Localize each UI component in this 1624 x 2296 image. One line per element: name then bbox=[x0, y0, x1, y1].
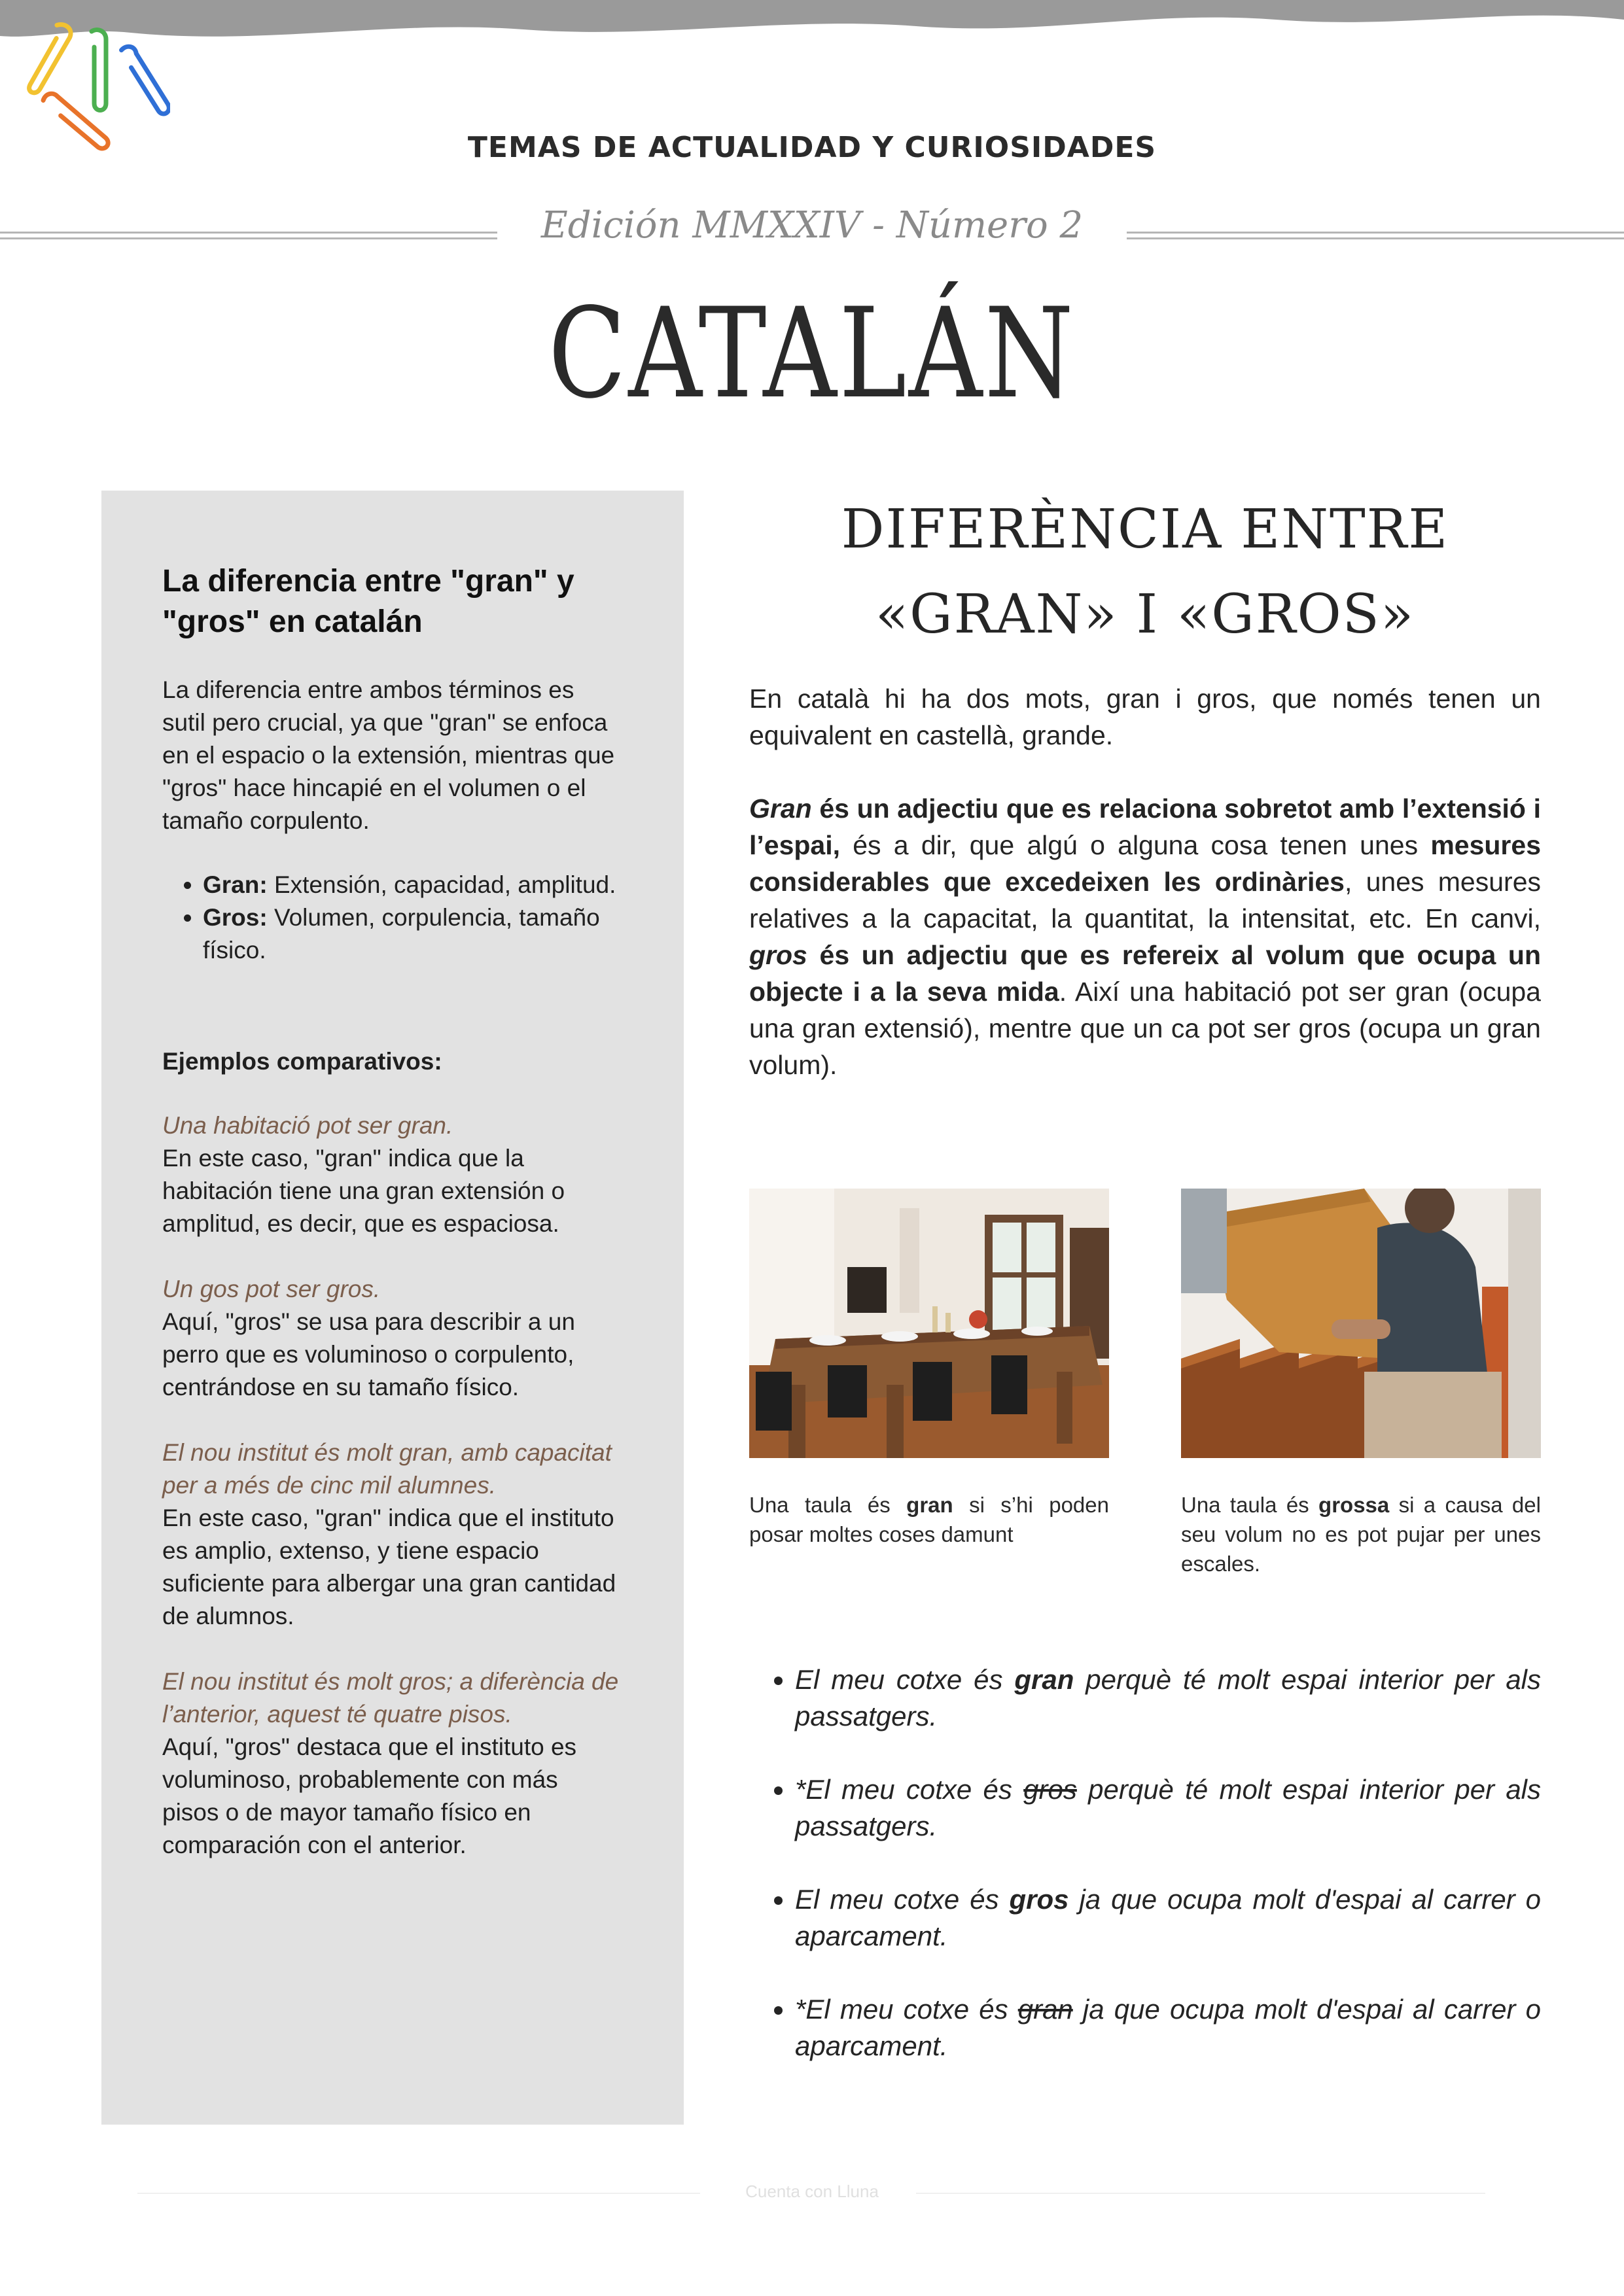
examples-heading: Ejemplos comparativos: bbox=[162, 1048, 442, 1075]
example-explanation: En este caso, "gran" indica que la habitación tiene una gran extensión o amplitud, es decir, que es espaciosa. bbox=[162, 1145, 565, 1237]
example-catalan: Una habitació pot ser gran. bbox=[162, 1112, 453, 1139]
example-correct-word: gros bbox=[1009, 1884, 1069, 1915]
car-example-list bbox=[749, 1661, 1541, 2101]
example-text: ja que ocupa molt d'espai al carrer o aparcament. bbox=[795, 1994, 1541, 2061]
example-text: *El meu cotxe és bbox=[795, 1774, 1024, 1805]
definition-text: Extensión, capacidad, amplitud. bbox=[267, 871, 616, 898]
list-item bbox=[203, 901, 620, 967]
example-text: El meu cotxe és bbox=[795, 1664, 1015, 1695]
definition-text: Volumen, corpulencia, tamaño físico. bbox=[203, 904, 600, 964]
gros-word: gros bbox=[749, 940, 807, 970]
example-incorrect-word: gran bbox=[1017, 1994, 1073, 2025]
example-block bbox=[162, 1436, 620, 1633]
footer-credit: Cuenta con Lluna bbox=[745, 2182, 879, 2201]
gran-definition: és un adjectiu que es relaciona sobretot amb l’extensió i l’espai, bbox=[749, 793, 1541, 860]
example-text: ja que ocupa molt d'espai al carrer o aparcament. bbox=[795, 1884, 1542, 1951]
example-block bbox=[162, 1273, 620, 1404]
page-title: CATALÁN bbox=[548, 281, 1076, 426]
top-wave-decoration bbox=[0, 0, 1624, 52]
caption-text: si a causa del seu volum no es pot pujar per unes escales. bbox=[1181, 1493, 1541, 1576]
example-catalan: Un gos pot ser gros. bbox=[162, 1276, 381, 1302]
edition-rule-right bbox=[1127, 232, 1624, 239]
dining-table-photo bbox=[749, 1189, 1109, 1458]
definition-term: Gran: bbox=[203, 871, 268, 898]
caption-text: Una taula és bbox=[1181, 1493, 1319, 1517]
caption-bold-word: grossa bbox=[1318, 1493, 1390, 1517]
sidebar-panel bbox=[101, 491, 684, 2125]
paragraph-text: , unes mesures relatives a la capacitat, la quantitat, la intensitat, etc. En canvi, bbox=[749, 867, 1541, 933]
example-block bbox=[162, 1665, 620, 1862]
list-item bbox=[795, 1661, 1541, 1735]
article-title bbox=[720, 487, 1570, 657]
gros-definition: és un adjectiu que es refereix al volum que ocupa un objecte i a la seva mida bbox=[749, 940, 1541, 1007]
example-incorrect-word: gros bbox=[1023, 1774, 1077, 1805]
sidebar-heading: La diferencia entre "gran" y "gros" en catalán bbox=[162, 564, 574, 639]
definition-term: Gros: bbox=[203, 904, 268, 931]
edition-label: Edición MMXXIV - Número 2 bbox=[540, 204, 1084, 247]
example-text: perquè té molt espai interior per als passatgers. bbox=[795, 1774, 1542, 1841]
article-paragraph bbox=[749, 790, 1541, 1083]
example-correct-word: gran bbox=[1014, 1664, 1074, 1695]
article-title-line-2: «GRAN» I «GROS» bbox=[875, 583, 1415, 646]
photo-caption-table bbox=[749, 1490, 1109, 1549]
list-item bbox=[203, 869, 620, 901]
example-catalan: El nou institut és molt gros; a diferència de l’anterior, aquest té quatre pisos. bbox=[162, 1668, 619, 1728]
man-carrying-box-photo bbox=[1181, 1189, 1541, 1458]
caption-bold-word: gran bbox=[906, 1493, 953, 1517]
footer-rule-right bbox=[916, 2193, 1485, 2194]
example-explanation: Aquí, "gros" se usa para describir a un perro que es voluminoso o corpulento, centrándose en su tamaño físico. bbox=[162, 1308, 575, 1400]
article-intro: En català hi ha dos mots, gran i gros, que només tenen un equivalent en castellà, grande. bbox=[749, 684, 1541, 750]
gran-word: Gran bbox=[749, 793, 812, 824]
example-explanation: Aquí, "gros" destaca que el instituto es voluminoso, probablemente con más pisos o de mayor tamaño físico en comparación con el anterior. bbox=[162, 1733, 577, 1858]
article-body bbox=[749, 680, 1541, 1120]
paragraph-text: és a dir, que algú o alguna cosa tenen unes bbox=[840, 830, 1431, 860]
list-item bbox=[795, 1991, 1541, 2064]
paragraph-text: . Així una habitació pot ser gran (ocupa una gran extensió), mentre que un ca pot ser gros (ocupa un gran volum). bbox=[749, 977, 1541, 1080]
section-kicker: TEMAS DE ACTUALIDAD Y CURIOSIDADES bbox=[467, 131, 1157, 164]
bold-phrase: mesures considerables que excedeixen les ordinàries bbox=[749, 830, 1541, 897]
caption-text: si s’hi poden posar moltes coses damunt bbox=[749, 1493, 1109, 1546]
example-text: perquè té molt espai interior per als passatgers. bbox=[795, 1664, 1542, 1731]
example-text: El meu cotxe és bbox=[795, 1884, 1010, 1915]
list-item bbox=[795, 1771, 1541, 1845]
article-title-line-1: DIFERÈNCIA ENTRE bbox=[841, 498, 1449, 561]
sidebar-intro: La diferencia entre ambos términos es sutil pero crucial, ya que "gran" se enfoca en el espacio o la extensión, mientras que "gros" hace hincapié en el volumen o el tamaño corpulento. bbox=[162, 676, 615, 834]
sidebar-definition-list bbox=[162, 869, 620, 967]
example-catalan: El nou institut és molt gran, amb capacitat per a més de cinc mil alumnes. bbox=[162, 1439, 612, 1499]
example-block bbox=[162, 1109, 620, 1240]
sidebar-content bbox=[162, 561, 620, 1894]
list-item bbox=[795, 1881, 1541, 1955]
example-text: *El meu cotxe és bbox=[795, 1994, 1018, 2025]
caption-text: Una taula és bbox=[749, 1493, 907, 1517]
photo-caption-box bbox=[1181, 1490, 1541, 1578]
example-explanation: En este caso, "gran" indica que el instituto es amplio, extenso, y tiene espacio suficiente para albergar una gran cantidad de alumnos. bbox=[162, 1505, 616, 1629]
